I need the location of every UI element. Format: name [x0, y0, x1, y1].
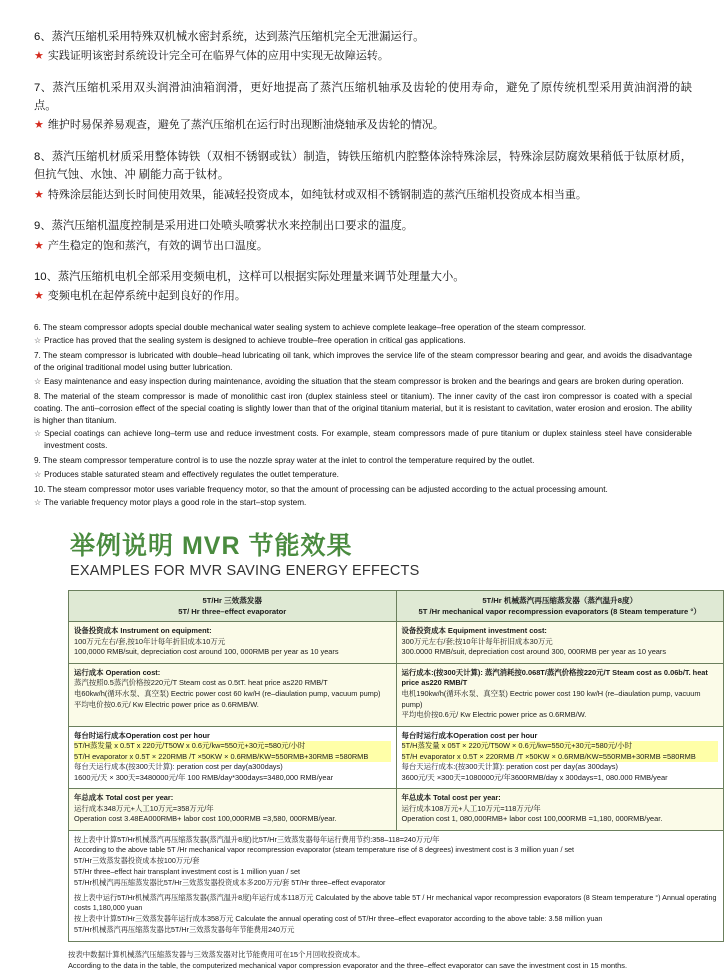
note-line: 按上表中计算5T/Hr三效蒸发器年运行成本358万元 Calculate the annual operating cost of 5T/Hr three–effect evaporator according to the above table: 3.58 million yuan [74, 914, 603, 924]
star-icon: ★ [34, 239, 44, 252]
headline-chinese: 举例说明 MVR 节能效果 [70, 532, 353, 561]
section-paragraph: 10、蒸汽压缩机电机全部采用变频电机，这样可以根据实际处理量来调节处理量大小。 [34, 271, 465, 284]
cell-line: 每台时运行成本Operation cost per hour [74, 730, 210, 740]
section-paragraph: 6、蒸汽压缩机采用特殊双机械水密封系统，达到蒸汽压缩机完全无泄漏运行。 [34, 31, 425, 43]
english-sections [34, 322, 692, 509]
english-star-note [34, 335, 692, 347]
cell-line-highlighted: 5T/H evaporator x 0.5T × 220RMB /T ×50KW × 0.6RMB/KW=550RMB+30RMB =580RMB [402, 752, 719, 763]
table-cell-left [69, 789, 397, 831]
english-star-note [34, 497, 692, 509]
cell-line: 电机190kw/h(循环水泵、真空泵) Eectric power cost 190 kw/H (re–diaulation pump, vacuum pump) [401, 688, 701, 709]
star-note-text: Easy maintenance and easy inspection during maintenance, avoiding the situation that the steam compressor is broken and the bearings and gears are broken during operation. [44, 376, 684, 386]
comparison-table [68, 590, 724, 941]
cell-line-highlighted: 5T/H蒸发量 x 05T × 220元/T50W × 0.6元/kw=550元+30元=580元/小时 [402, 741, 719, 752]
star-note-text: Produces stable saturated steam and effectively regulates the outlet temperature. [44, 469, 339, 479]
table-notes-row [69, 830, 724, 941]
table-cell-left [69, 622, 397, 664]
cell-line: 蒸汽按照0.5蒸汽价格按220元/T Steam cost as 0.5tT. heat price as220 RMB/T [74, 678, 328, 688]
chinese-section [34, 28, 692, 66]
english-star-note [34, 469, 692, 481]
header-cn: 5T/Hr 机械蒸汽再压缩蒸发器（蒸汽温升8度） [482, 596, 638, 606]
table-cell-right [396, 789, 724, 831]
cell-line: 设备投资成本 Instrument on equipment: [74, 626, 212, 636]
section-star-note [34, 48, 692, 66]
table-header-cell-left [69, 591, 397, 622]
cell-line: 每台时运行成本Operation cost per hour [401, 730, 538, 740]
english-star-note [34, 376, 692, 388]
cell-line: 每台天运行成本:(按300天计算): peration cost per day(as 300days) [401, 762, 618, 772]
chinese-sections [34, 28, 692, 306]
final-note-cn: 按表中数据计算机械蒸汽压缩蒸发器与三效蒸发器对比节能费用可在15个月回收投资成本。 [68, 949, 365, 959]
cell-line: 平均电价按0.6元/ Kw Electric power price as 0.6RMB/W. [401, 710, 587, 720]
table-cell-left [69, 726, 397, 789]
cell-line: 100,0000 RMB/suit, depreciation cost around 100, 000RMB per year as 10 years [74, 647, 339, 657]
section-star-note [34, 238, 692, 256]
cell-line: 每台天运行成本(按300天计算): peration cost per day(a300days) [74, 762, 283, 772]
header-en: 5T/ Hr three–effect evaporator [178, 607, 287, 617]
cell-line: 300万元左右/套;按10年计每年折旧成本30万元 [401, 636, 553, 646]
star-note-text: 产生稳定的饱和蒸汽，有效的调节出口温度。 [47, 239, 268, 252]
star-note-text: 特殊涂层能达到长时间使用效果，能减轻投资成本，如纯钛材或双相不锈钢制造的蒸汽压缩机投资成本相当重。 [47, 188, 587, 201]
cell-line: Operation cost 1, 080,000RMB+ labor cost 100,000RMB =1,180, 000RMB/year. [401, 814, 663, 824]
table-cell-right [396, 622, 724, 664]
cell-line: 年总成本 Total cost per year: [401, 793, 501, 803]
star-outline-icon: ☆ [34, 336, 42, 346]
chinese-section [34, 79, 692, 135]
note-line: 5T/Hr三效蒸发器投资成本按100万元/套 [74, 856, 200, 866]
star-icon: ★ [34, 119, 44, 132]
cell-line: 电60kw/h(循环水泵、真空泵) Eectric power cost 60 kw/H (re–diaulation pump, vacuum pump) [74, 688, 381, 698]
chinese-section [34, 148, 692, 204]
table-row [69, 789, 724, 831]
headline [34, 531, 692, 580]
english-paragraph: 7. The steam compressor is lubricated with double–head lubricating oil tank, which improves the service life of the steam compressor bearing and gear, and avoids the disadvantage of the original traditional model using butter lubrication. [34, 351, 692, 373]
table-cell-right [396, 726, 724, 789]
english-paragraph: 10. The steam compressor motor uses variable frequency motor, so that the amount of processing can be adjusted according to the actual processing amount. [34, 484, 608, 494]
table-header-cell-right [396, 591, 724, 622]
note-line: 5T/Hr three–effect hair transplant investment cost is 1 million yuan / set [74, 867, 300, 877]
table-row [69, 726, 724, 789]
note-line: 5T/Hr机械蒸汽再压缩蒸发器比5T/Hr三效蒸发器每年节能费用240万元 [74, 925, 295, 935]
note-line: 按上表中计算5T/Hr机械蒸汽再压缩蒸发器(蒸汽温升8度)比5T/Hr三效蒸发器每年运行费用节约:358–118=240万元/年 [74, 834, 440, 844]
english-paragraph: 6. The steam compressor adopts special double mechanical water sealing system to achieve complete leakage–free operation of the steam compressor. [34, 323, 586, 333]
cell-line: 100万元左右/套,按10年计每年折旧成本10万元 [74, 636, 226, 646]
star-icon: ★ [34, 290, 44, 303]
section-star-note [34, 187, 692, 205]
cell-line: 平均电价按0.6元/ Kw Electric power price as 0.6RMB/W. [74, 699, 259, 709]
star-outline-icon: ☆ [34, 376, 42, 386]
final-note [68, 949, 724, 972]
cell-line: 1600元/天 × 300天=3480000元/年 100 RMB/day*300days=3480,000 RMB/year [74, 772, 334, 782]
headline-english: EXAMPLES FOR MVR SAVING ENERGY EFFECTS [70, 563, 420, 580]
cell-line: 运行成本 Operation cost: [74, 667, 161, 677]
star-outline-icon: ☆ [34, 469, 42, 479]
chinese-section [34, 268, 692, 306]
section-paragraph: 7、蒸汽压缩机采用双头润滑油油箱润滑，更好地提高了蒸汽压缩机轴承及齿轮的使用寿命，避免了原传统机型采用黄油润滑的缺点。 [34, 81, 692, 113]
section-paragraph: 8、蒸汽压缩机材质采用整体铸铁（双相不锈钢或钛）制造，铸铁压缩机内腔整体涂特殊涂层，特殊涂层防腐效果稍低于钛原材质，但抗气蚀、水蚀、冲 刷能力高于钛材。 [34, 151, 692, 182]
chinese-section [34, 217, 692, 255]
english-paragraph: 8. The material of the steam compressor is made of monolithic cast iron (duplex stainless steel or titanium). The inner cavity of the cast iron compressor is coated with a special coating. The anti–corrosion effect of the special coating is slightly lower than that of the original titanium material, but it is resistant to cavitation, water erosion and erosion. The ability is higher than titanium. [34, 391, 692, 426]
table-row [69, 622, 724, 664]
english-star-note [34, 428, 692, 452]
star-note-text: 维护时易保养易观查，避免了蒸汽压缩机在运行时出现断油烧轴承及齿轮的情况。 [47, 119, 444, 132]
note-line: 5T/Hr机械汽再压缩蒸发器比5T/Hr三效蒸发器投资成本多200万元/套 5T/Hr three–effect evaporator [74, 877, 386, 887]
note-line: 按上表中运行5T/Hr机械蒸汽再压缩蒸发器(蒸汽温升8度)年运行成本118万元 Calculated by the above table 5T / Hr mechanical vapor recompression evaporators (8 Steam temperature °) Annual operating costs 1,180,000 yuan [74, 892, 717, 913]
english-paragraph: 9. The steam compressor temperature control is to use the nozzle spray water at the inlet to control the temperature required by the outlet. [34, 456, 535, 466]
table-notes-cell [69, 830, 724, 941]
cell-line: Operation cost 3.48EA000RMB+ labor cost 100,000RMB =3,580, 000RMB/year. [74, 814, 337, 824]
cell-line: 年总成本 Total cost per year: [74, 793, 174, 803]
star-icon: ★ [34, 50, 44, 63]
section-star-note [34, 117, 692, 135]
header-en: 5T /Hr mechanical vapor recompression evaporators (8 Steam temperature °） [418, 607, 701, 617]
cell-line: 3600元/天 ×300天=1080000元/年3600RMB/day x 300days=1, 080.000 RMB/year [401, 772, 668, 782]
cell-line: 运行成本108万元+人工10万元=118万元/年 [401, 803, 541, 813]
note-line: According to the above table 5T /Hr mechanical vapor recompression evaporator (steam temperature rise of 8 degrees) investment cost is 3 million yuan / set [74, 845, 575, 855]
star-note-text: The variable frequency motor plays a good role in the start–stop system. [44, 497, 307, 507]
table-header-row [69, 591, 724, 622]
star-note-text: Special coatings can achieve long–term use and reduce investment costs. For example, steam compressors made of pure titanium or duplex stainless steel have considerable investment costs. [44, 429, 692, 451]
cell-line-highlighted: 5T/H蒸发量 x 0.5T x 220元/T50W x 0.6元/kw=550元+30元=580元/小时 [74, 741, 391, 752]
section-paragraph: 9、蒸汽压缩机温度控制是采用进口处喷头喷雾状水来控制出口要求的温度。 [34, 220, 414, 233]
star-outline-icon: ☆ [34, 497, 42, 507]
star-note-text: 变频电机在起停系统中起到良好的作用。 [47, 290, 246, 303]
final-note-en: According to the data in the table, the computerized mechanical vapor compression evaporator and the three–effect evaporator can save the investment cost in 15 months. [68, 961, 628, 971]
star-note-text: 实践证明该密封系统设计完全可在临界气体的应用中实现无故障运转。 [47, 50, 389, 63]
cell-line: 设备投资成本 Equipment investment cost: [401, 626, 547, 636]
header-cn: 5T/Hr 三效蒸发器 [202, 596, 262, 606]
cell-line: 运行成本348万元+人工10万元=358万元/年 [74, 803, 214, 813]
star-note-text: Practice has proved that the sealing system is designed to achieve trouble–free operation in critical gas applications. [44, 336, 466, 346]
star-outline-icon: ☆ [34, 429, 42, 439]
table-row [69, 663, 724, 726]
section-star-note [34, 288, 692, 306]
cell-line-highlighted: 5T/H evaporator x 0.5T × 220RMB /T ×50KW × 0.6RMB/KW=550RMB+30RMB =580RMB [74, 752, 391, 763]
star-icon: ★ [34, 188, 44, 201]
table-cell-right [396, 663, 724, 726]
table-cell-left [69, 663, 397, 726]
cell-line: 300.0000 RMB/suit, depreciation cost around 300, 000RMB per year as 10 years [401, 647, 667, 657]
cell-line: 运行成本:(按300天计算): 蒸汽消耗按0.068T/蒸汽价格按220元/T Steam cost as 0.06b/T. heat price as220 RMB/T [401, 667, 708, 688]
